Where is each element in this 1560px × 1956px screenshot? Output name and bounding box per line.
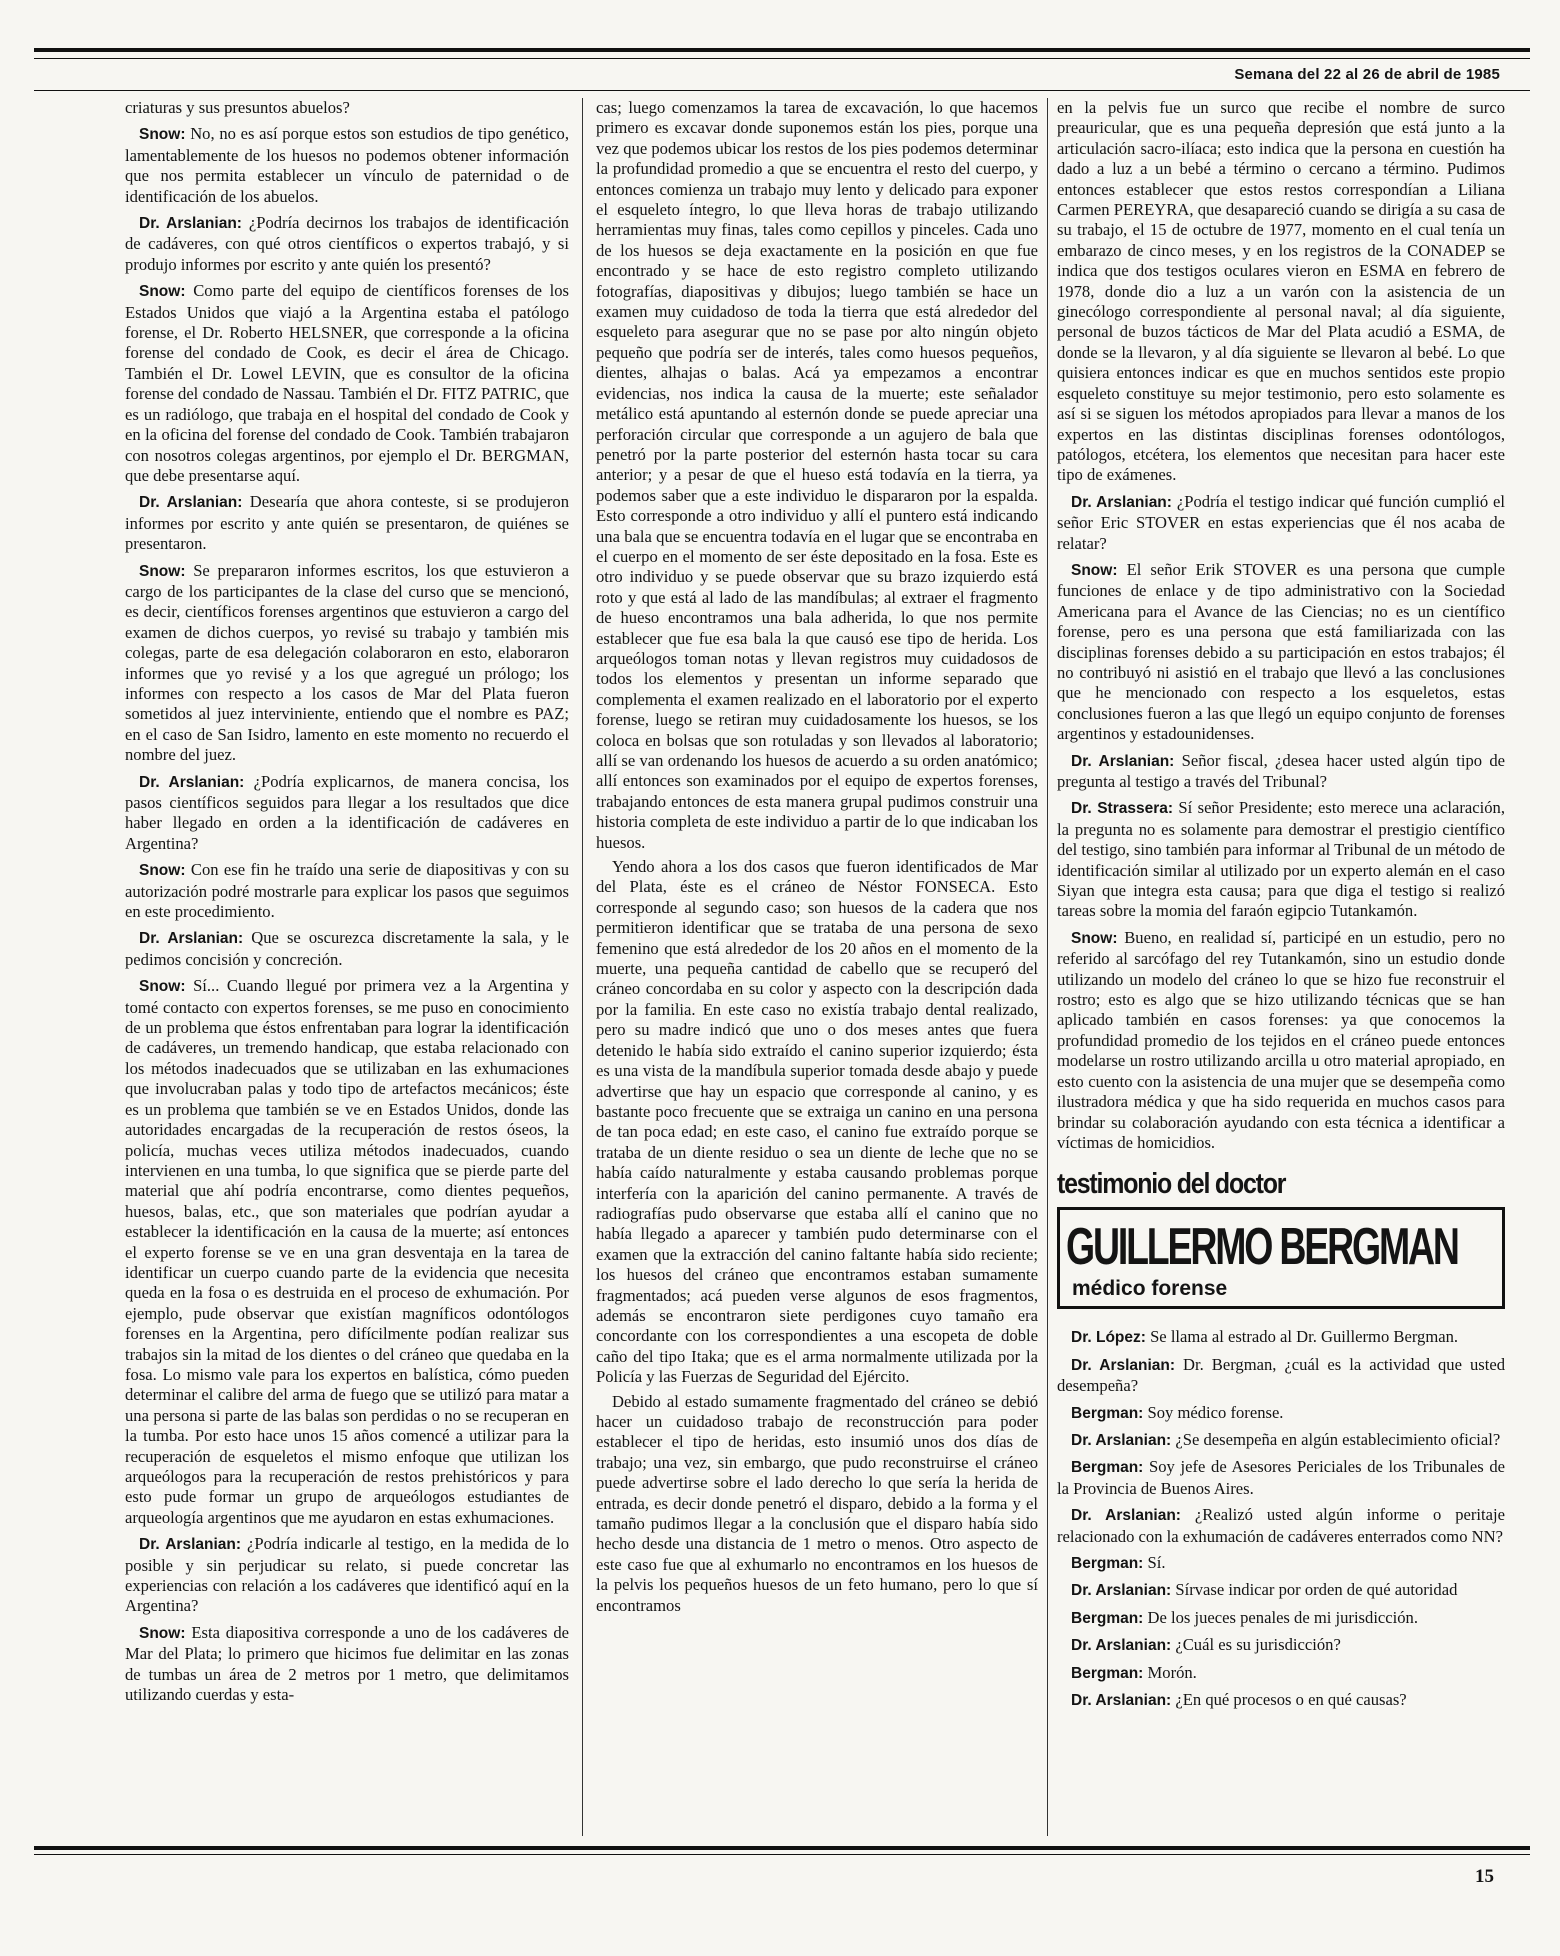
paragraph xyxy=(1057,1553,1505,1574)
paragraph xyxy=(125,124,569,207)
top-rule xyxy=(34,48,1530,52)
speaker-label: Snow: xyxy=(1071,561,1118,579)
column-2 xyxy=(596,98,1038,1836)
paragraph-text: ¿Podría el testigo indicar qué función cumplió el señor Eric STOVER en estas experiencias que él nos acaba de relatar? xyxy=(1057,491,1505,553)
paragraph xyxy=(1057,1327,1505,1348)
paragraph xyxy=(1057,1505,1505,1547)
paragraph xyxy=(1057,1355,1505,1397)
column-1 xyxy=(125,98,569,1836)
speaker-label: Dr. Arslanian: xyxy=(139,494,243,512)
paragraph-text: El señor Erik STOVER es una persona que cumple funciones de enlace y de tipo administrativo con la Sociedad Americana para el Avance de las Ciencias; no es un científico forense, pero es una persona que está familiarizada con las disciplinas forenses debido a su participación en estos trabajos; él no contribuyó ni asistió en el trabajo que llevó a las conclusiones que he mencionado con respecto a los esqueletos, estas conclusiones fueron a las que llegó un equipo conjunto de forenses argentinos y estadounidenses. xyxy=(1057,559,1505,744)
speaker-label: Snow: xyxy=(1071,929,1118,947)
speaker-label: Bergman: xyxy=(1071,1609,1144,1627)
paragraph-text: Morón. xyxy=(1147,1662,1197,1682)
paragraph-text: Sírvase indicar por orden de qué autoridad xyxy=(1175,1580,1458,1600)
paragraph xyxy=(1057,1430,1505,1451)
paragraph xyxy=(125,213,569,275)
speaker-label: Snow: xyxy=(139,126,186,144)
speaker-label: Dr. Arslanian: xyxy=(139,773,245,791)
paragraph xyxy=(1057,928,1505,1153)
speaker-label: Snow: xyxy=(139,978,186,996)
speaker-label: Dr. Arslanian: xyxy=(1071,752,1175,770)
paragraph-text: Señor fiscal, ¿desea hacer usted algún tipo de pregunta al testigo a través del Tribunal? xyxy=(1057,750,1505,791)
section-title: GUILLERMO BERGMAN xyxy=(1066,1218,1458,1277)
paragraph-text: Sí. xyxy=(1147,1552,1166,1572)
paragraph xyxy=(125,928,569,970)
speaker-label: Dr. Arslanian: xyxy=(1071,493,1172,511)
speaker-label: Dr. Arslanian: xyxy=(1071,1431,1172,1449)
paragraph-text: Con ese fin he traído una serie de diapositivas y con su autorización podré mostrarle para explicar los pasos que seguimos en este procedimiento. xyxy=(125,860,569,922)
paragraph xyxy=(1057,751,1505,793)
paragraph-text: ¿Realizó usted algún informe o peritaje relacionado con la exhumación de cadáveres enterrados como NN? xyxy=(1057,1505,1505,1546)
section-title-frame xyxy=(1057,1207,1505,1309)
column-3 xyxy=(1057,98,1505,1836)
paragraph-text: ¿Podría explicarnos, de manera concisa, los pasos científicos seguidos para llegar a los resultados que dice haber llegado en orden a la identificación de cadáveres en Argentina? xyxy=(125,771,569,853)
paragraph-text: Como parte del equipo de científicos forenses de los Estados Unidos que viajó a la Argentina estaba el patólogo forense, el Dr. Roberto HELSNER, que corresponde a la oficina forense del condado de Cook, es decir el área de Chicago. También el Dr. Lowel LEVIN, que es consultor de la oficina forense del condado de Nassau. También el Dr. FITZ PATRIC, que es un radiólogo, que trabaja en el hospital del condado de Cook y en la oficina del forense del condado de Cook. También trabajaron con nosotros colegas argentinos, por ejemplo el Dr. BERGMAN, que debe presentarse aquí. xyxy=(125,281,569,485)
paragraph-text: Sí señor Presidente; esto merece una aclaración, la pregunta no es solamente para demostrar el prestigio científico del testigo, sino también para informar al Tribunal de un método de identificación similar al utilizado por un experto alemán en el caso Siyan que integra esta causa; para que diga el testigo si realizó tareas sobre la momia del faraón egipcio Tutankamón. xyxy=(1057,798,1505,921)
paragraph xyxy=(1057,1457,1505,1499)
paragraph-text: Desearía que ahora conteste, si se produjeron informes por escrito y ante quién se presentaron, de quiénes se presentaron. xyxy=(125,492,569,554)
paragraph xyxy=(596,857,1038,1388)
speaker-label: Bergman: xyxy=(1071,1404,1144,1422)
paragraph xyxy=(1057,1580,1505,1601)
paragraph xyxy=(596,1392,1038,1616)
paragraph xyxy=(596,98,1038,853)
paragraph-text: ¿Podría indicarle al testigo, en la medida de lo posible y sin perjudicar su relato, si puede concretar las experiencias con relación a los cadáveres que identificó aquí en la Argentina? xyxy=(125,1534,569,1616)
paragraph xyxy=(125,281,569,486)
speaker-label: Dr. Arslanian: xyxy=(1071,1637,1172,1655)
paragraph xyxy=(1057,1663,1505,1684)
paragraph-text: ¿Se desempeña en algún establecimiento oficial? xyxy=(1175,1429,1501,1449)
speaker-label: Snow: xyxy=(139,862,186,880)
paragraph xyxy=(1057,1403,1505,1424)
bottom-rule-thin xyxy=(34,1854,1530,1855)
speaker-label: Bergman: xyxy=(1071,1554,1144,1572)
paragraph-text: Se prepararon informes escritos, los que estuvieron a cargo de los participantes de la clase del curso que se mencionó, es decir, científicos forenses argentinos que estuvieron a cargo del examen de dichos cuerpos, yo revisé su trabajo y también mis colegas, parte de esa delegación colaboraron en esto, elaboraron informes que yo revisé y a los que agregué un prólogo; los informes con respecto a los casos de Mar del Plata fueron sometidos al juez interviniente, entiendo que el nombre es PAZ; en el caso de San Isidro, lamento en este momento no recuerdo el nombre del juez. xyxy=(125,560,569,765)
paragraph xyxy=(1057,1635,1505,1656)
paragraph xyxy=(1057,98,1505,486)
speaker-label: Dr. Arslanian: xyxy=(1071,1582,1172,1600)
paragraph-text: en la pelvis fue un surco que recibe el nombre de surco preauricular, que es una pequeña depresión que está junto a la articulación sacro-ilíaca; esto indica que la persona en cuestión ha dado a luz a un bebé a término o cercano a término. Pudimos entonces establecer que estos restos correspondían a Liliana Carmen PEREYRA, que desapareció cuando se dirigía a su casa de su trabajo, el 15 de octubre de 1977, momento en el cual tenía un embarazo de cinco meses, y en los registros de la CONADEP se indica que dos testigos oculares vieron en ESMA en febrero de 1978, donde dio a luz a un varón con la asistencia de un ginecólogo correspondiente al personal naval; al día siguiente, personal de buzos tácticos de Mar del Plata acudió a ESMA, de donde se la llevaron, y al día siguiente se llevaron al bebé. Lo que quisiera entonces indicar es que en muchos sentidos este propio esqueleto constituye su mejor testimonio, pero esto solamente es así si se siguen los métodos apropiados para llevar a manos de los expertos en las distintas disciplinas forenses odontólogos, patólogos, etcétera, los elementos que necesitan para hacer este tipo de exámenes. xyxy=(1057,98,1505,485)
paragraph-text: Se llama al estrado al Dr. Guillermo Bergman. xyxy=(1150,1327,1459,1347)
paragraph-text: Yendo ahora a los dos casos que fueron identificados de Mar del Plata, éste es el cráneo de Néstor FONSECA. Esto corresponde al segundo caso; son huesos de la cadera que nos permitieron identificar que se trataba de una persona de sexo femenino que está alrededor de los 20 años en el momento de la muerte, una pequeña cantidad de cabello que se recuperó del cráneo concordaba en su color y aspecto con la descripción dada por la familia. En este caso no existía trabajo dental realizado, pero su madre indicó que uno o dos meses antes que fuera detenido le había sido extraído el canino superior izquierdo; ésta es una vista de la mandíbula superior tomada desde abajo y puede advertirse que hay un espacio que corresponde al canino, y es bastante poco frecuente que se extraiga un canino en una persona de tan poca edad; en este caso, el canino fue extraído porque se trataba de un diente residuo o sea un diente de leche que no se había caído naturalmente y estaba causando problemas porque interfería con la aparición del canino permanente. A través de radiografías pudo observarse que estaba allí el canino que no había llegado a aparecer y también pudo determinarse con el examen que la extracción del canino faltante había sido reciente; los huesos del cráneo que encontramos estaban sumamente fragmentados; acá pueden verse algunos de esos fragmentos, además se encontraron siete perdigones cuyo tamaño era concordante con los correspondientes a una escopeta de doble caño del tipo Itaka; que es el arma normalmente utilizada por la Policía y las Fuerzas de Seguridad del Ejército. xyxy=(596,857,1038,1387)
paragraph-text: ¿Podría decirnos los trabajos de identificación de cadáveres, con qué otros científicos o expertos trabajó, y si produjo informes por escrito y ante quién los presentó? xyxy=(125,213,569,274)
paragraph-text: criaturas y sus presuntos abuelos? xyxy=(125,98,350,117)
dateline: Semana del 22 al 26 de abril de 1985 xyxy=(1234,66,1500,83)
paragraph xyxy=(125,1623,569,1706)
paragraph xyxy=(125,976,569,1528)
column-divider xyxy=(582,98,583,1836)
header-rule xyxy=(34,90,1530,91)
paragraph xyxy=(1057,798,1505,921)
page-number: 15 xyxy=(1475,1866,1494,1887)
speaker-label: Bergman: xyxy=(1071,1664,1144,1682)
speaker-label: Snow: xyxy=(139,1624,186,1642)
paragraph xyxy=(1057,560,1505,745)
speaker-label: Snow: xyxy=(139,562,186,580)
top-rule-thin xyxy=(34,58,1530,59)
speaker-label: Dr. Arslanian: xyxy=(139,1536,242,1554)
paragraph-text: Que se oscurezca discretamente la sala, y le pedimos concisión y concreción. xyxy=(125,928,569,969)
paragraph xyxy=(125,860,569,922)
paragraph xyxy=(1057,1690,1505,1711)
paragraph-text: Sí... Cuando llegué por primera vez a la Argentina y tomé contacto con expertos forenses, se me puso en conocimiento de un problema que éstos enfrentaban para lograr la identificación de cadáveres, un tremendo handicap, que estaba relacionado con los métodos inadecuados que se utilizaban en las exhumaciones que involucraban palas y todo tipo de artefactos mecánicos; éste es un problema que también se ve en Estados Unidos, donde las autoridades encargadas de la recuperación de restos óseos, la policía, muchas veces utiliza métodos inadecuados, cuando intervienen en una tumba, lo que significa que se pierde parte del material que ahí podría encontrarse, como dientes pequeños, huesos, balas, etc., que son materiales que podrían ayudar a establecer la identificación en la causa de la muerte; así entonces el experto forense se ve en una gran desventaja en la tarea de identificar un cuerpo cuando parte de la evidencia que necesita queda en la fosa o es destruida en el proceso de exhumación. Por ejemplo, pude observar que existían magníficos odontólogos forenses en la Argentina, pero difícilmente podían realizar sus trabajos sin la mitad de los dientes o del cráneo que quedaba en la fosa. Lo mismo vale para los expertos en balística, cómo pueden determinar el calibre del arma de fuego que se utilizó para matar a una persona si parte de las balas son perdidas o no se recuperan en la tumba. Por esto hace unos 15 años comencé a utilizar para la recuperación de esqueletos el mismo enfoque que utilizan los arqueólogos para la recuperación de restos prehistóricos y para esto pude formar un grupo de arqueólogos estudiantes de arqueología argentinos que me ayudaron en estas exhumaciones. xyxy=(125,976,569,1527)
column-3-text xyxy=(1057,98,1505,1153)
paragraph xyxy=(125,1534,569,1617)
bergman-testimony xyxy=(1057,1327,1505,1711)
section-heading-box xyxy=(1057,1167,1505,1309)
column-divider xyxy=(1047,98,1048,1836)
paragraph xyxy=(125,492,569,554)
speaker-label: Snow: xyxy=(139,283,186,301)
speaker-label: Dr. Arslanian: xyxy=(139,215,242,233)
paragraph-text: Dr. Bergman, ¿cuál es la actividad que usted desempeña? xyxy=(1057,1354,1505,1396)
section-subtitle: médico forense xyxy=(1072,1277,1228,1301)
bottom-rule xyxy=(34,1846,1530,1850)
paragraph-text: No, no es así porque estos son estudios de tipo genético, lamentablemente de los huesos no podemos obtener información que nos permita establecer un vínculo de paternidad o de identificación de los abuelos. xyxy=(125,124,569,206)
speaker-label: Dr. Arslanian: xyxy=(1071,1692,1172,1709)
speaker-label: Dr. López: xyxy=(1071,1329,1146,1347)
paragraph-text: cas; luego comenzamos la tarea de excavación, lo que hacemos primero es excavar donde suponemos están los pies, porque una vez que podemos ubicar los restos de los pies podemos determinar la profundidad promedio a que se encuentra el resto del cuerpo, y entonces comienza un trabajo muy lento y delicado para exponer el esqueleto íntegro, lo que lleva horas de trabajo utilizando herramientas muy finas, tales como cepillos y pinceles. Cada uno de los huesos se deja exactamente en la posición en que fue encontrado y se hace de esto registro completo utilizando fotografías, diapositivas y dibujos; luego también se hace un examen muy cuidadoso de toda la tierra que está alrededor del esqueleto para asegurar que no se pase por alto ningún objeto pequeño que podría ser de interés, tales como huesos pequeños, dientes, alhajas o balas. Acá ya empezamos a encontrar evidencias, nos indica la causa de la muerte; este señalador metálico está apuntando al esternón donde se puede apreciar una perforación circular que corresponde a un agujero de bala que penetró por la parte posterior del esternón hasta tocar su cara anterior; y a pesar de que el hueso está todavía en la tierra, ya podemos saber que a este individuo le dispararon por la espalda. Esto corresponde a otro individuo y allí el puntero está indicando una bala que se encuentra todavía en el lugar que se encontraba en el cuerpo en el momento de ser éste depositado en la fosa. Este es otro individuo y se puede observar que su brazo izquierdo está roto y que está al lado de las mandíbulas; al extraer el fragmento de hueso encontramos una bala adherida, lo que nos permite establecer que fue esa bala la que causó ese tipo de herida. Los arqueólogos toman notas y llevan registros muy cuidadosos de todos los elementos y presentan un informe separado que complementa el examen realizado en el laboratorio por el experto forense, luego se retiran muy cuidadosamente los huesos, se los coloca en bolsas que son rotuladas y son llevados al laboratorio; allí se van ordenando los huesos de acuerdo a su orden anatómico; allí entonces son examinados por el equipo de expertos forenses, trabajando entonces de esta manera grupal pudimos construir una historia completa de este individuo a partir de lo que indicaban los huesos. xyxy=(596,98,1038,852)
paragraph-text: Debido al estado sumamente fragmentado del cráneo se debió hacer un cuidadoso trabajo de reconstrucción para poder establecer el tipo de heridas, esto insumió unos dos días de trabajo; una vez, sin embargo, que pudo reconstruirse el cráneo puede advertirse sobre el lado derecho lo que sería la herida de entrada, es decir donde penetró el disparo, debido a la forma y el tamaño pudimos llegar a la conclusión que el disparo había sido hecho desde una distancia de 1 metro o menos. Otro aspecto de este caso fue que al exhumarlo no encontramos en los huesos de la pelvis los pequeños huesos de un feto humano, pero lo que sí encontramos xyxy=(596,1391,1038,1615)
paragraph-text: Esta diapositiva corresponde a uno de los cadáveres de Mar del Plata; lo primero que hicimos fue delimitar en las zonas de tumbas un área de 2 metros por 1 metro, que delimitamos utilizando cuerdas y esta- xyxy=(125,1622,569,1705)
speaker-label: Dr. Arslanian: xyxy=(1071,1507,1181,1525)
paragraph-text: ¿Cuál es su jurisdicción? xyxy=(1175,1635,1341,1655)
paragraph-text: Bueno, en realidad sí, participé en un estudio, pero no referido al sarcófago del rey Tutankamón, sino un estudio donde utilizando un modelo del cráneo lo que se hizo fue reconstruir el rostro; esto es algo que se hizo utilizando técnicas que se han aplicado también en casos forenses: ya que conocemos la profundidad promedio de los tejidos en el cráneo puede entonces modelarse un rostro utilizando arcilla u otro material apropiado, en esto cuento con la asistencia de una mujer que se desempeña como ilustradora médica y que ha sido requerida en muchos casos para brindar su colaboración ayudando con esta técnica a identificar a víctimas de homicidios. xyxy=(1057,927,1505,1152)
speaker-label: Dr. Strassera: xyxy=(1071,800,1174,818)
paragraph xyxy=(125,772,569,855)
speaker-label: Dr. Arslanian: xyxy=(1071,1356,1176,1374)
paragraph xyxy=(125,561,569,766)
paragraph-text: ¿En qué procesos o en qué causas? xyxy=(1175,1690,1407,1709)
speaker-label: Bergman: xyxy=(1071,1459,1144,1477)
speaker-label: Dr. Arslanian: xyxy=(139,930,244,948)
paragraph xyxy=(1057,492,1505,554)
paragraph-text: Soy jefe de Asesores Periciales de los Tribunales de la Provincia de Buenos Aires. xyxy=(1057,1457,1505,1498)
paragraph-text: Soy médico forense. xyxy=(1147,1402,1284,1422)
section-kicker: testimonio del doctor xyxy=(1057,1168,1286,1201)
paragraph xyxy=(1057,1608,1505,1629)
paragraph xyxy=(125,98,569,118)
paragraph-text: De los jueces penales de mi jurisdicción. xyxy=(1147,1607,1419,1627)
